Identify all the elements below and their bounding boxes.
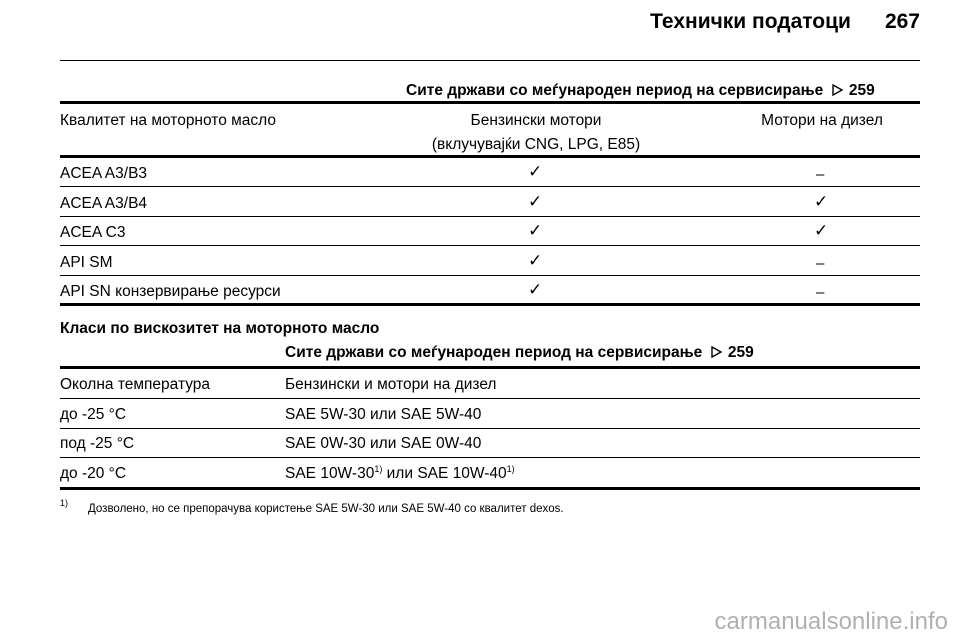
dash-mark: – <box>816 284 825 301</box>
table1-caption-text: Сите држави со меѓународен период на сервисирање <box>406 82 824 99</box>
table-row-temp: под -25 °C <box>60 435 135 452</box>
watermark: carmanualsonline.info <box>714 608 948 635</box>
footnote-text: Дозволено, но се препорачува користење SAE 5W-30 или SAE 5W-40 со квалитет dexos. <box>88 503 564 515</box>
check-icon: ✓ <box>814 221 829 241</box>
table1-bottom-bar <box>60 303 920 306</box>
row-divider <box>60 457 920 458</box>
table-row-temp: до -25 °C <box>60 406 127 423</box>
triangle-arrow-icon <box>711 346 722 358</box>
col-header-petrol-sub: (вклучувајќи CNG, LPG, E85) <box>431 136 641 153</box>
footnote-ref: 1) <box>506 464 515 474</box>
col-header-engines: Бензински и мотори на дизел <box>285 376 497 393</box>
row-divider <box>60 186 920 187</box>
footnote-ref: 1) <box>374 464 383 474</box>
header-rule <box>60 60 920 61</box>
table2-top-bar <box>60 366 920 369</box>
table-row-label: ACEA C3 <box>60 224 126 241</box>
oil-grade-a: SAE 10W-30 <box>285 465 375 482</box>
row-divider <box>60 398 920 399</box>
dash-mark: – <box>816 166 825 183</box>
check-icon: ✓ <box>528 221 543 241</box>
table1-caption <box>406 82 875 100</box>
check-icon: ✓ <box>528 251 543 271</box>
table-row-oil: SAE 0W-30 или SAE 0W-40 <box>285 435 482 452</box>
footnote: $^{1)}$ Дозволено, но се препорачува користење SAE 5W-30 или SAE 5W-40 со квалитет dexos. <box>60 498 564 515</box>
page-header <box>650 10 920 34</box>
table2-caption-ref: 259 <box>727 344 754 361</box>
page-number: 267 <box>884 10 920 33</box>
row-divider <box>60 275 920 276</box>
col-header-diesel: Мотори на дизел <box>761 112 883 129</box>
table-row-label: ACEA A3/B3 <box>60 165 148 182</box>
check-icon: ✓ <box>528 192 543 212</box>
table-row-label: API SM <box>60 254 113 271</box>
oil-grade-b: или SAE 10W-40 <box>382 465 507 482</box>
table-row-oil: SAE 5W-30 или SAE 5W-40 <box>285 406 482 423</box>
col-header-petrol: Бензински мотори <box>470 112 602 129</box>
check-icon: ✓ <box>814 192 829 212</box>
table2-caption <box>285 344 754 362</box>
row-divider <box>60 428 920 429</box>
check-icon: ✓ <box>528 162 543 182</box>
section-title: Класи по вискозитет на моторното масло <box>60 320 380 337</box>
table-row-label: ACEA A3/B4 <box>60 195 148 212</box>
check-icon: ✓ <box>528 280 543 300</box>
table1-top-bar <box>60 101 920 104</box>
row-divider <box>60 216 920 217</box>
page-title: Технички податоци <box>650 10 851 33</box>
table1-caption-ref: 259 <box>848 82 875 99</box>
table-row-temp: до -20 °C <box>60 465 127 482</box>
table2-caption-text: Сите држави со меѓународен период на сервисирање <box>285 344 703 361</box>
table2-bottom-bar <box>60 487 920 490</box>
table-row-label: API SN конзервирање ресурси <box>60 283 281 300</box>
table1-header-bar <box>60 155 920 158</box>
col-header-quality: Квалитет на моторното масло <box>60 112 276 129</box>
table-row-oil <box>285 465 515 483</box>
dash-mark: – <box>816 255 825 272</box>
row-divider <box>60 245 920 246</box>
col-header-temp: Околна температура <box>60 376 211 393</box>
triangle-arrow-icon <box>832 84 843 96</box>
